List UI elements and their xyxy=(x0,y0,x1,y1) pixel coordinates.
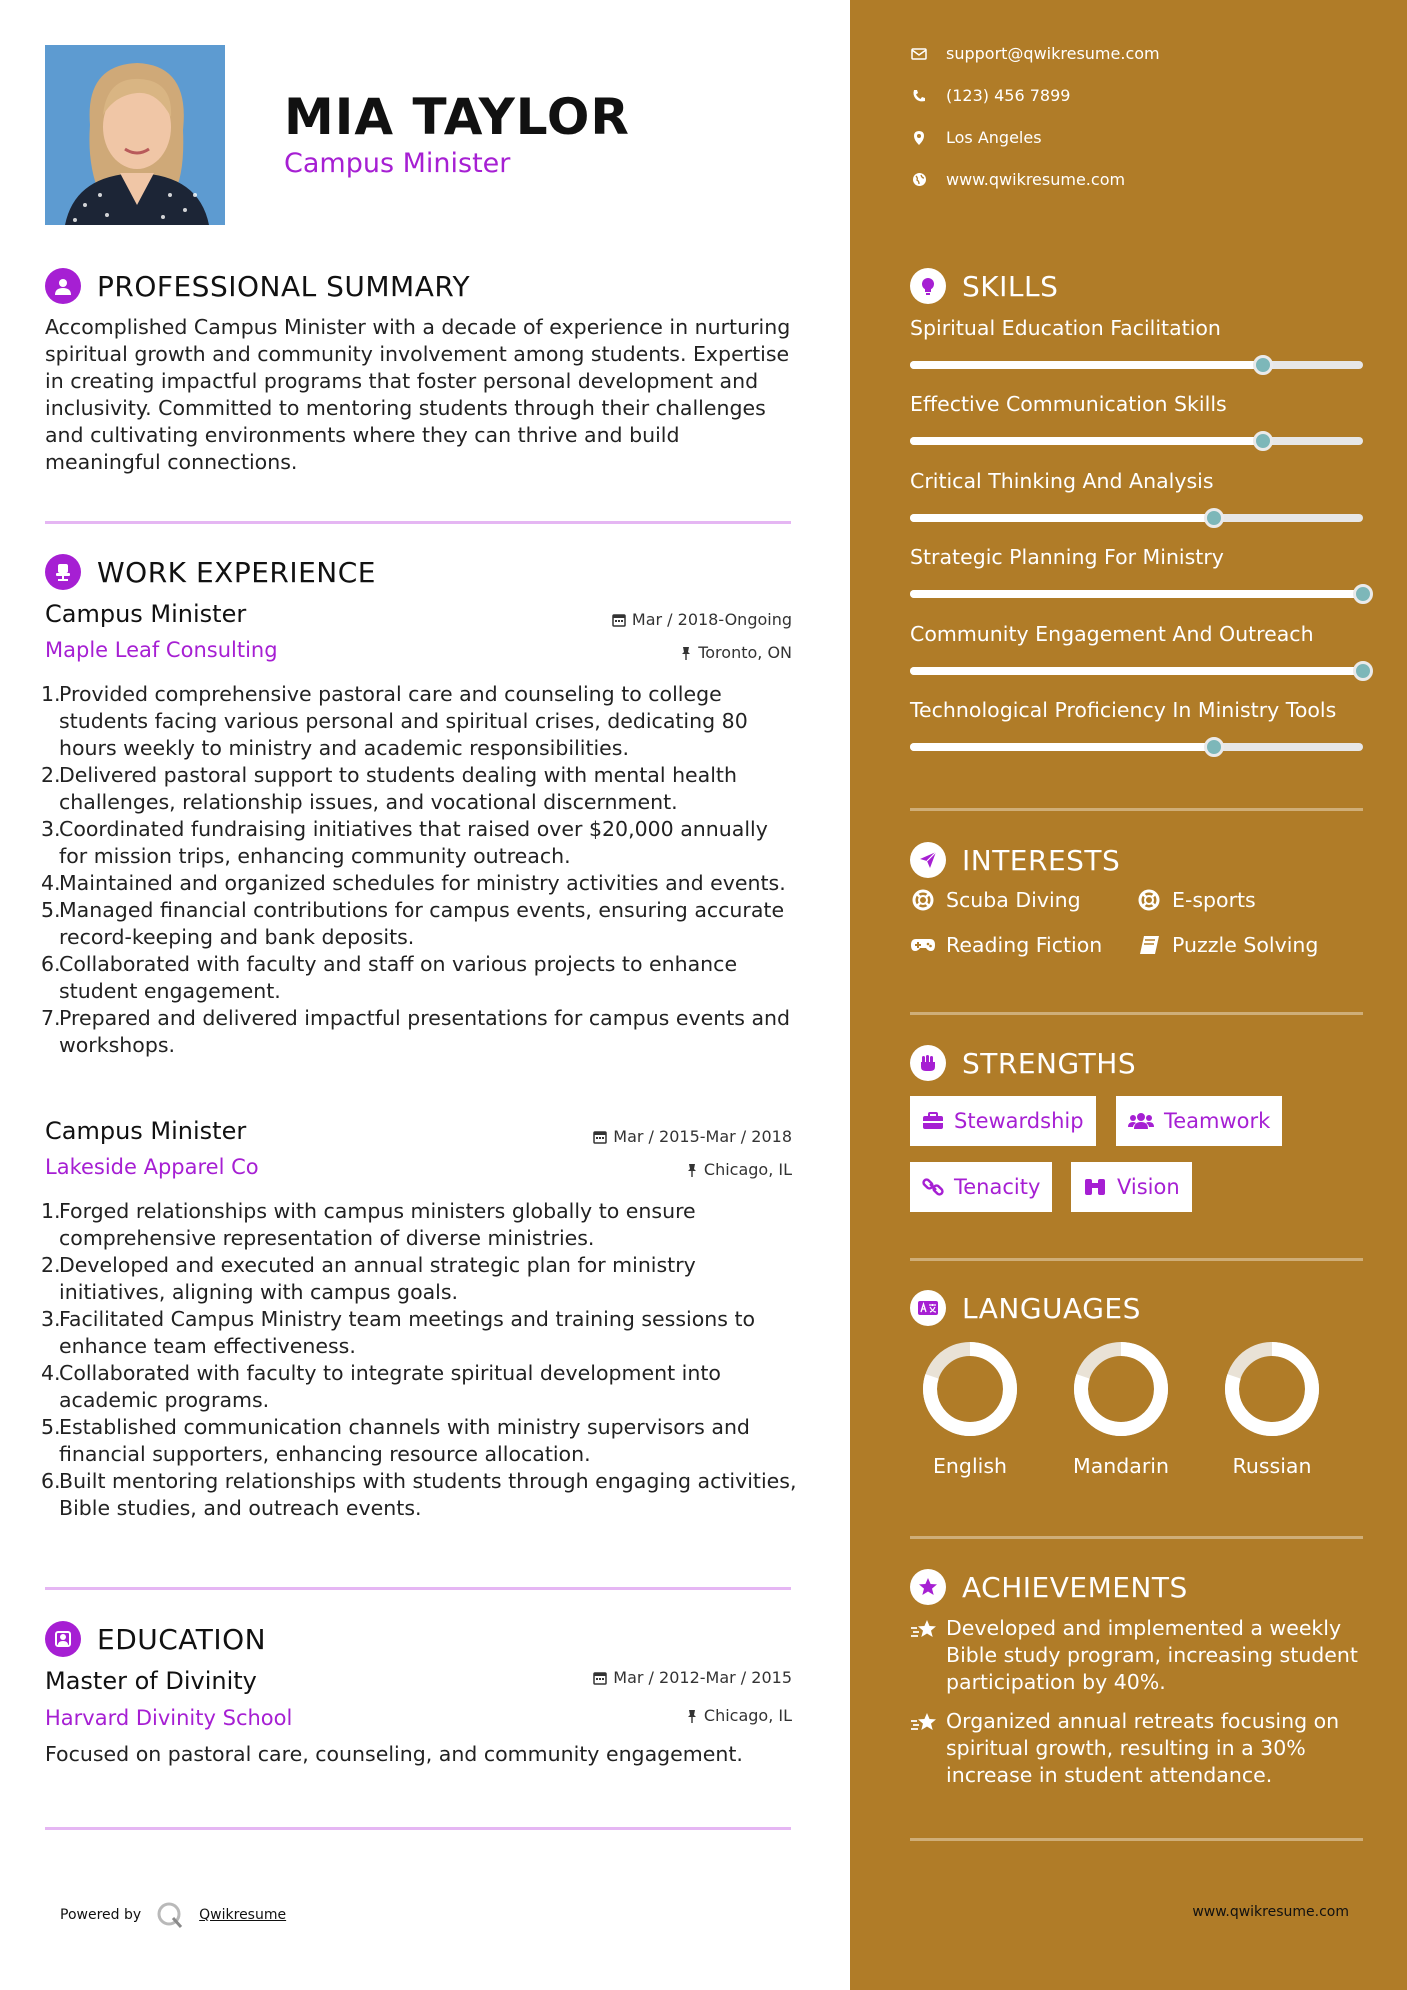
translate-icon xyxy=(910,1290,946,1326)
interest-label: Reading Fiction xyxy=(946,933,1103,957)
skill-name: Effective Communication Skills xyxy=(910,392,1227,417)
users-icon xyxy=(1128,1112,1154,1130)
qwikresume-link[interactable]: Qwikresume xyxy=(199,1907,287,1923)
skill-name: Community Engagement And Outreach xyxy=(910,621,1314,646)
pin-icon xyxy=(686,1709,698,1723)
chair-icon xyxy=(45,554,81,590)
duty-text: Managed financial contributions for campus events, ensuring accurate record-keeping and bank deposits. xyxy=(59,898,785,949)
skill-name: Critical Thinking And Analysis xyxy=(910,468,1214,493)
powered-by xyxy=(60,1900,286,1930)
strength-label: Teamwork xyxy=(1164,1109,1271,1133)
graduate-icon xyxy=(45,1621,81,1657)
job-company: Lakeside Apparel Co xyxy=(45,1155,259,1179)
duty-number: 1. xyxy=(41,1199,61,1223)
star-icon xyxy=(910,1569,946,1605)
duty-item xyxy=(41,681,800,762)
job-location xyxy=(686,1160,792,1179)
calendar-icon xyxy=(593,1130,607,1144)
duty-text: Delivered pastoral support to students dealing with mental health challenges, relationship issues, and vocational discernment. xyxy=(59,763,737,814)
skill-bar xyxy=(910,437,1363,445)
calendar-icon xyxy=(612,613,626,627)
job-title: Campus Minister xyxy=(45,1117,247,1145)
language-level-ring xyxy=(923,1342,1017,1436)
skill-bar-fill xyxy=(910,667,1363,675)
strength-badge xyxy=(910,1162,1052,1212)
job-location-text: Toronto, ON xyxy=(698,643,792,662)
strength-badge xyxy=(1071,1162,1192,1212)
strengths-title: STRENGTHS xyxy=(962,1046,1137,1080)
duty-item xyxy=(41,1198,800,1252)
languages-title: LANGUAGES xyxy=(962,1291,1141,1325)
job-dates-text: Mar / 2018-Ongoing xyxy=(631,610,792,629)
interest-item xyxy=(910,888,1081,912)
skill-bar-fill xyxy=(910,590,1363,598)
pin-icon xyxy=(686,1163,698,1177)
skill-bar xyxy=(910,514,1363,522)
shooting-star-icon xyxy=(910,1708,946,1789)
interest-label: Puzzle Solving xyxy=(1172,933,1319,957)
duty-item xyxy=(41,816,800,870)
duty-number: 3. xyxy=(41,817,61,841)
skills-title: SKILLS xyxy=(962,269,1059,303)
degree-title: Master of Divinity xyxy=(45,1667,257,1695)
strength-badge xyxy=(910,1096,1096,1146)
phone-icon xyxy=(910,89,928,103)
contact-phone xyxy=(910,86,1070,105)
duty-number: 2. xyxy=(41,1253,61,1277)
duty-text: Coordinated fundraising initiatives that raised over $20,000 annually for mission trips, enhancing community outreach. xyxy=(59,817,768,868)
skill-name: Spiritual Education Facilitation xyxy=(910,316,1221,340)
summary-title: PROFESSIONAL SUMMARY xyxy=(97,269,471,303)
job-title: Campus Minister xyxy=(45,600,247,628)
achievements-header xyxy=(910,1569,1188,1605)
job-dates-text: Mar / 2015-Mar / 2018 xyxy=(613,1127,792,1146)
section-divider xyxy=(910,1258,1363,1261)
skill-name: Strategic Planning For Ministry xyxy=(910,545,1224,570)
education-title: EDUCATION xyxy=(97,1622,267,1656)
skill-level-knob xyxy=(1353,661,1373,681)
duty-text: Facilitated Campus Ministry team meetings and training sessions to enhance team effectiveness. xyxy=(59,1307,756,1358)
language-name: English xyxy=(932,1454,1008,1478)
duty-text: Prepared and delivered impactful presentations for campus events and workshops. xyxy=(59,1006,791,1057)
summary-text: Accomplished Campus Minister with a decade of experience in nurturing spiritual growth and community involvement among students. Expertise in creating impactful programs that foster personal development and inclusivity. Committed to mentoring students through their challenges and cultivating environments where they can thrive and build meaningful connections. xyxy=(45,315,791,474)
duty-text: Collaborated with faculty and staff on various projects to enhance student engagement. xyxy=(59,952,738,1003)
language-item xyxy=(1061,1342,1181,1478)
interest-label: E-sports xyxy=(1172,888,1256,912)
duty-number: 5. xyxy=(41,898,61,922)
skill-bar-fill xyxy=(910,743,1214,751)
sidebar xyxy=(850,0,1407,1990)
job-duties xyxy=(41,1198,800,1522)
education-dates xyxy=(593,1668,792,1687)
strength-label: Tenacity xyxy=(954,1175,1041,1199)
duty-item xyxy=(41,951,800,1005)
duty-item xyxy=(41,1005,800,1059)
language-item xyxy=(1212,1342,1332,1478)
section-divider xyxy=(45,521,791,524)
skill-bar-fill xyxy=(910,514,1214,522)
lightbulb-icon xyxy=(910,268,946,304)
qwikresume-logo-icon xyxy=(155,1900,185,1930)
summary-header xyxy=(45,268,470,304)
skill-bar xyxy=(910,361,1363,369)
user-icon xyxy=(45,268,81,304)
binoculars-icon xyxy=(1083,1177,1107,1197)
duty-number: 1. xyxy=(41,682,61,706)
powered-by-label: Powered by xyxy=(60,1907,142,1923)
calendar-icon xyxy=(593,1671,607,1685)
strength-label: Vision xyxy=(1117,1175,1180,1199)
skill-level-knob xyxy=(1253,431,1273,451)
skill-level-knob xyxy=(1204,508,1224,528)
experience-title: WORK EXPERIENCE xyxy=(97,555,376,589)
language-item xyxy=(910,1342,1030,1478)
education-location xyxy=(686,1706,792,1725)
globe-icon xyxy=(910,172,928,187)
duty-number: 4. xyxy=(41,1361,61,1385)
skills-header xyxy=(910,268,1058,304)
duty-number: 4. xyxy=(41,871,61,895)
education-description: Focused on pastoral care, counseling, and community engagement. xyxy=(45,1742,743,1766)
profile-photo xyxy=(45,45,225,225)
duty-text: Established communication channels with ministry supervisors and financial supporters, enhancing resource allocation. xyxy=(59,1415,750,1466)
lifebuoy-icon xyxy=(910,889,936,911)
achievement-text: Developed and implemented a weekly Bible study program, increasing student participation by 40%. xyxy=(946,1616,1358,1694)
footer-url[interactable]: www.qwikresume.com xyxy=(1192,1904,1349,1920)
skill-bar-fill xyxy=(910,361,1263,369)
duty-number: 6. xyxy=(41,1469,61,1493)
interest-item xyxy=(910,933,1102,957)
experience-header xyxy=(45,554,376,590)
language-name: Mandarin xyxy=(1073,1454,1169,1478)
skill-bar-fill xyxy=(910,437,1263,445)
duty-text: Developed and executed an annual strategic plan for ministry initiatives, aligning with campus goals. xyxy=(59,1253,696,1304)
school-name: Harvard Divinity School xyxy=(45,1706,293,1730)
lifebuoy-icon xyxy=(1136,889,1162,911)
strengths-header xyxy=(910,1045,1136,1081)
job-dates xyxy=(593,1127,792,1146)
job-duties xyxy=(41,681,800,1059)
fist-icon xyxy=(910,1045,946,1081)
duty-item xyxy=(41,870,800,897)
job-location xyxy=(680,643,792,662)
duty-text: Provided comprehensive pastoral care and counseling to college students facing various personal and spiritual crises, dedicating 80 hours weekly to ministry and academic responsibilities. xyxy=(59,682,748,760)
duty-item xyxy=(41,1306,800,1360)
interest-item xyxy=(1136,888,1256,912)
section-divider xyxy=(45,1587,791,1590)
achievements-title: ACHIEVEMENTS xyxy=(962,1570,1188,1604)
duty-item xyxy=(41,1360,800,1414)
achievement-item xyxy=(910,1708,1370,1789)
contact-website-text[interactable]: www.qwikresume.com xyxy=(946,170,1126,189)
contact-email xyxy=(910,44,1160,63)
education-location-text: Chicago, IL xyxy=(703,1706,792,1725)
achievement-item xyxy=(910,1615,1370,1696)
book-icon xyxy=(1136,935,1162,955)
interest-item xyxy=(1136,933,1318,957)
achievement-text: Organized annual retreats focusing on spiritual growth, resulting in a 30% increase in student attendance. xyxy=(946,1709,1340,1787)
contact-website xyxy=(910,170,1125,189)
duty-item xyxy=(41,897,800,951)
interests-header xyxy=(910,842,1120,878)
candidate-role: Campus Minister xyxy=(284,148,511,179)
interests-title: INTERESTS xyxy=(962,843,1121,877)
contact-email-text[interactable]: support@qwikresume.com xyxy=(946,44,1160,63)
job-company: Maple Leaf Consulting xyxy=(45,638,278,662)
duty-text: Maintained and organized schedules for ministry activities and events. xyxy=(59,871,786,895)
skill-name: Technological Proficiency In Ministry Tools xyxy=(910,698,1337,722)
pin-icon xyxy=(680,646,692,660)
duty-text: Built mentoring relationships with students through engaging activities, Bible studies, and outreach events. xyxy=(59,1469,797,1520)
section-divider xyxy=(910,1536,1363,1539)
briefcase-icon xyxy=(922,1112,944,1130)
education-dates-text: Mar / 2012-Mar / 2015 xyxy=(613,1668,792,1687)
skill-bar xyxy=(910,590,1363,598)
section-divider xyxy=(910,1012,1363,1015)
strength-badge xyxy=(1116,1096,1282,1146)
language-level-ring xyxy=(1074,1342,1168,1436)
shooting-star-icon xyxy=(910,1615,946,1696)
languages-header xyxy=(910,1290,1141,1326)
gamepad-icon xyxy=(910,937,936,953)
language-name: Russian xyxy=(1232,1454,1312,1478)
contact-location-text: Los Angeles xyxy=(946,128,1042,147)
job-location-text: Chicago, IL xyxy=(703,1160,792,1179)
skill-level-knob xyxy=(1353,584,1373,604)
skill-level-knob xyxy=(1253,355,1273,375)
contact-phone-text: (123) 456 7899 xyxy=(946,86,1071,105)
link-icon xyxy=(922,1176,944,1198)
duty-item xyxy=(41,762,800,816)
duty-number: 2. xyxy=(41,763,61,787)
section-divider xyxy=(910,1838,1363,1841)
duty-item xyxy=(41,1252,800,1306)
skill-bar xyxy=(910,667,1363,675)
language-level-ring xyxy=(1225,1342,1319,1436)
envelope-icon xyxy=(910,48,928,60)
contact-location xyxy=(910,128,1042,147)
skill-level-knob xyxy=(1204,737,1224,757)
paper-plane-icon xyxy=(910,842,946,878)
section-divider xyxy=(910,808,1363,811)
duty-number: 5. xyxy=(41,1415,61,1439)
candidate-name: MIA TAYLOR xyxy=(284,88,630,146)
duty-item xyxy=(41,1414,800,1468)
duty-number: 6. xyxy=(41,952,61,976)
duty-text: Collaborated with faculty to integrate spiritual development into academic programs. xyxy=(59,1361,721,1412)
interest-label: Scuba Diving xyxy=(946,888,1081,912)
section-divider xyxy=(45,1827,791,1830)
duty-number: 3. xyxy=(41,1307,61,1331)
map-marker-icon xyxy=(910,130,928,146)
job-dates xyxy=(612,610,792,629)
duty-item xyxy=(41,1468,800,1522)
education-header xyxy=(45,1621,266,1657)
duty-number: 7. xyxy=(41,1006,61,1030)
skill-bar xyxy=(910,743,1363,751)
strength-label: Stewardship xyxy=(954,1109,1084,1133)
duty-text: Forged relationships with campus ministers globally to ensure comprehensive representation of diverse ministries. xyxy=(59,1199,696,1250)
